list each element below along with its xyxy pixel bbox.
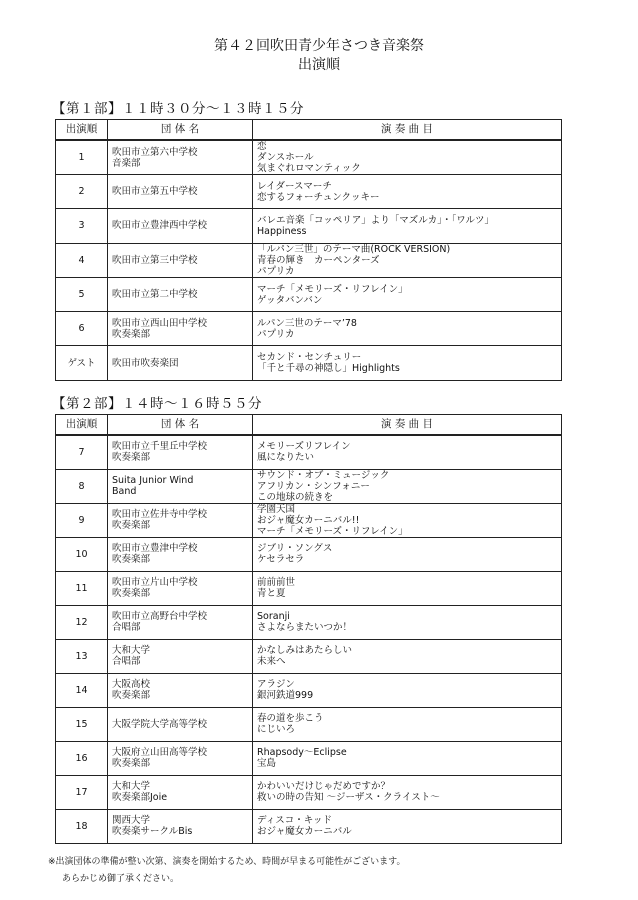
group-name (108, 503, 253, 537)
group-name-line: 音楽部 (112, 157, 141, 169)
group-name (108, 537, 253, 571)
col-songs-header: 演 奏 曲 目 (253, 415, 562, 436)
group-name-line: 吹奏楽部 (112, 758, 151, 769)
song-title: 恋 (257, 141, 267, 152)
group-name (108, 741, 253, 775)
table-row (56, 775, 562, 809)
group-name-line: 吹奏楽部 (112, 520, 151, 531)
group-name-line: 吹田市立豊津中学校 (112, 543, 198, 554)
col-order-header: 出演順 (56, 120, 108, 141)
performance-order: 8 (56, 469, 108, 503)
song-title: ディスコ・キッド (257, 815, 333, 826)
group-name (108, 140, 253, 175)
song-title: アフリカン・シンフォニー (257, 480, 370, 492)
group-name-line: 吹奏楽部 (112, 690, 151, 701)
group-name-line: 吹田市立第三中学校 (112, 254, 198, 266)
performance-order: 7 (56, 435, 108, 469)
group-name-line: 吹田市吹奏楽団 (112, 357, 179, 369)
group-name-line: 大和大学 (112, 781, 151, 792)
song-title: おジャ魔女カーニバル (257, 826, 352, 837)
song-title: レイダースマーチ (257, 180, 332, 192)
song-list (253, 639, 562, 673)
table-row (56, 469, 562, 503)
table-row (56, 312, 562, 346)
group-name-line: 吹田市立西山田中学校 (112, 317, 208, 329)
table-row (56, 741, 562, 775)
table-row (56, 605, 562, 639)
song-title: 恋するフォーチュンクッキー (257, 191, 380, 203)
table-row (56, 435, 562, 469)
song-title: セカンド・センチュリー (257, 352, 362, 364)
song-title: 風になりたい (257, 452, 315, 464)
song-list (253, 605, 562, 639)
performance-order: 17 (56, 775, 108, 809)
performance-order: ゲスト (56, 346, 108, 380)
group-name-line: 吹奏楽サークルBis (112, 826, 193, 837)
song-list (253, 435, 562, 469)
table-row (56, 809, 562, 843)
performance-order: 6 (56, 312, 108, 346)
group-name-line: 吹奏楽部 (112, 554, 151, 565)
group-name-line: 吹田市立佐井寺中学校 (112, 509, 208, 520)
performance-order: 3 (56, 209, 108, 243)
song-title: 救いの時の告知 ～ジーザス・クライスト～ (257, 792, 440, 803)
col-group-header: 団 体 名 (108, 120, 253, 141)
part1-heading: 【第１部】１１時３０分～１３時１５分 (52, 101, 304, 117)
table-row (56, 571, 562, 605)
col-songs-header: 演 奏 曲 目 (253, 120, 562, 141)
group-name-line: 合唱部 (112, 656, 141, 667)
group-name-line: 吹奏楽部 (112, 588, 151, 599)
group-name (108, 707, 253, 741)
col-group-header: 団 体 名 (108, 415, 253, 436)
performance-order: 15 (56, 707, 108, 741)
group-name (108, 277, 253, 311)
group-name-line: 吹奏楽部 (112, 328, 151, 340)
group-name-line: 吹田市立第二中学校 (112, 289, 198, 301)
song-list (253, 243, 562, 277)
song-title: 前前前世 (257, 577, 296, 588)
group-name-line: 合唱部 (112, 622, 141, 633)
group-name-line: 吹田市立片山中学校 (112, 577, 198, 588)
group-name (108, 571, 253, 605)
song-title: 春の道を歩こう (257, 713, 324, 724)
part2-heading: 【第２部】１４時～１６時５５分 (52, 396, 262, 412)
song-list (253, 503, 562, 537)
group-name-line: Band (112, 486, 137, 497)
group-name-line: 吹田市立千里丘中学校 (112, 441, 208, 453)
song-title: アラジン (257, 679, 295, 690)
performance-order: 12 (56, 605, 108, 639)
table-row (56, 140, 562, 175)
song-title: マーチ「メモリーズ・リフレイン」 (257, 525, 408, 537)
footnote-line1: ※出演団体の準備が整い次第、演奏を開始するため、時間が早まる可能性がございます。 (48, 857, 406, 867)
song-title: メモリーズリフレイン (257, 441, 351, 453)
group-name (108, 605, 253, 639)
song-title: サウンド・オブ・ミュージック (257, 469, 390, 481)
table-row (56, 209, 562, 243)
song-title: ジブリ・ソングス (257, 543, 333, 554)
song-list (253, 312, 562, 346)
song-title: ケセラセラ (257, 554, 305, 565)
song-title: 宝島 (257, 758, 277, 769)
song-list (253, 537, 562, 571)
group-name-line: 吹奏楽部 (112, 452, 151, 464)
song-title: 青と夏 (257, 588, 286, 599)
table-row (56, 503, 562, 537)
song-title: にじいろ (257, 724, 296, 735)
page-title: 第４２回吹田青少年さつき音楽祭 (214, 38, 424, 54)
performance-order: 11 (56, 571, 108, 605)
group-name (108, 435, 253, 469)
table-row (56, 277, 562, 311)
song-list (253, 209, 562, 243)
song-list (253, 775, 562, 809)
group-name (108, 639, 253, 673)
group-name (108, 673, 253, 707)
group-name-line: 吹田市立豊津西中学校 (112, 220, 208, 232)
song-list (253, 809, 562, 843)
group-name-line: 大阪高校 (112, 679, 151, 690)
song-title: ダンスホール (257, 152, 314, 163)
song-list (253, 140, 562, 175)
song-list (253, 277, 562, 311)
song-list (253, 469, 562, 503)
group-name (108, 312, 253, 346)
part2-rows (56, 435, 562, 843)
performance-order: 16 (56, 741, 108, 775)
song-title: 「千と千尋の神隠し」Highlights (257, 363, 400, 375)
song-title: Rhapsody～Eclipse (257, 747, 347, 758)
part1-rows (56, 140, 562, 380)
performance-order: 14 (56, 673, 108, 707)
song-title: 銀河鉄道999 (257, 690, 314, 701)
table-row (56, 243, 562, 277)
page-subtitle: 出演順 (298, 57, 340, 73)
performance-order: 1 (56, 140, 108, 175)
song-title: ルパン三世のテーマ’78 (257, 317, 357, 329)
table-row (56, 673, 562, 707)
footnote-line2: あらかじめ御了承ください。 (62, 874, 180, 884)
song-title: パプリカ (257, 265, 295, 277)
song-list (253, 571, 562, 605)
song-title: この地球の続きを (257, 491, 334, 503)
song-title: Soranji (257, 611, 290, 622)
song-list (253, 673, 562, 707)
group-name-line: 吹田市立高野台中学校 (112, 611, 208, 622)
song-list (253, 741, 562, 775)
table-row (56, 537, 562, 571)
table-row (56, 175, 562, 209)
group-name (108, 175, 253, 209)
song-title: Happiness (257, 225, 307, 237)
group-name-line: 大阪府立山田高等学校 (112, 747, 208, 758)
performance-order: 18 (56, 809, 108, 843)
table-row (56, 639, 562, 673)
song-title: マーチ「メモリーズ・リフレイン」 (257, 283, 408, 295)
part2-table (55, 414, 562, 844)
group-name-line: 吹田市立第五中学校 (112, 186, 198, 198)
song-title: 未来へ (257, 656, 286, 667)
table-row (56, 707, 562, 741)
song-title: 青春の輝き カーペンターズ (257, 254, 380, 266)
group-name-line: 関西大学 (112, 815, 151, 826)
performance-order: 9 (56, 503, 108, 537)
performance-order: 4 (56, 243, 108, 277)
group-name (108, 243, 253, 277)
group-name (108, 209, 253, 243)
song-title: ゲッタバンバン (257, 294, 323, 306)
group-name (108, 346, 253, 380)
song-list (253, 175, 562, 209)
song-title: おジャ魔女カーニバル!! (257, 514, 360, 526)
song-title: 気まぐれロマンティック (257, 163, 361, 174)
group-name-line: 吹奏楽部Joie (112, 792, 168, 803)
group-name-line: 大阪学院大学高等学校 (112, 718, 208, 730)
song-title: さよならまたいつか！ (257, 622, 353, 633)
song-list (253, 707, 562, 741)
group-name (108, 809, 253, 843)
group-name (108, 775, 253, 809)
group-name-line: 吹田市立第六中学校 (112, 146, 198, 158)
performance-order: 2 (56, 175, 108, 209)
performance-order: 10 (56, 537, 108, 571)
song-title: 学園天国 (257, 503, 296, 515)
part1-table (55, 119, 562, 381)
song-title: バレエ音楽「コッペリア」より「マズルカ」・「ワルツ」 (257, 214, 495, 226)
song-title: 「ルパン三世」のテーマ曲(ROCK VERSION) (257, 243, 451, 255)
table-row (56, 346, 562, 380)
song-title: パプリカ (257, 328, 295, 340)
song-title: かなしみはあたらしい (257, 645, 353, 656)
song-list (253, 346, 562, 380)
col-order-header: 出演順 (56, 415, 108, 436)
group-name-line: Suita Junior Wind (112, 475, 194, 486)
song-title: かわいいだけじゃだめですか？ (257, 781, 391, 792)
performance-order: 13 (56, 639, 108, 673)
performance-order: 5 (56, 277, 108, 311)
group-name-line: 大和大学 (112, 645, 151, 656)
group-name (108, 469, 253, 503)
